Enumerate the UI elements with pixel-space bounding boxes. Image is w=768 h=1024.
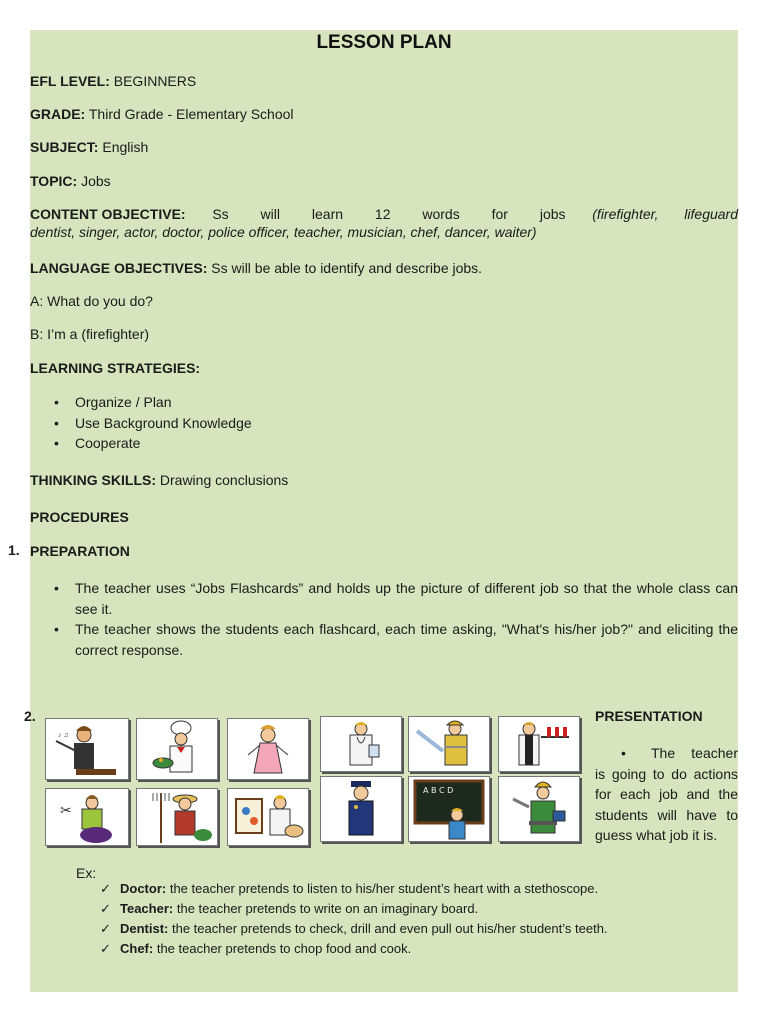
list-item: • Cooperate bbox=[30, 433, 530, 454]
topic-value: Jobs bbox=[77, 173, 111, 189]
language-objectives-value: Ss will be able to identify and describe jobs. bbox=[207, 260, 483, 276]
grade-label: GRADE: bbox=[30, 106, 86, 122]
board-letters: A B C D bbox=[423, 786, 454, 795]
dialogue-b: B: I’m a (firefighter) bbox=[30, 326, 150, 342]
content-objective-list-2: dentist, singer, actor, doctor, police officer, teacher, musician, chef, dancer, waiter) bbox=[30, 224, 537, 240]
language-objectives-line bbox=[30, 259, 482, 277]
list-item: • The teacher shows the students each flashcard, each time asking, "What's his/her job?" and eliciting the correct response. bbox=[30, 619, 738, 660]
list-item bbox=[98, 899, 738, 919]
preparation-number: 1. bbox=[8, 542, 20, 558]
efl-level-line bbox=[30, 72, 196, 90]
example-job: Chef: bbox=[120, 941, 154, 956]
svg-text:✂: ✂ bbox=[60, 802, 72, 818]
presentation-text: • The teacher is going to do actions for each job and the students will have to guess what job it is. bbox=[595, 745, 738, 843]
presentation-heading: PRESENTATION bbox=[595, 708, 703, 724]
list-item bbox=[98, 939, 738, 959]
subject-line bbox=[30, 138, 148, 156]
svg-text:♪ ♫: ♪ ♫ bbox=[58, 732, 69, 739]
list-item bbox=[98, 919, 738, 939]
painter-card bbox=[227, 788, 309, 846]
page-title: LESSON PLAN bbox=[316, 32, 452, 53]
firefighter-card bbox=[408, 716, 490, 772]
procedures-heading: PROCEDURES bbox=[30, 509, 129, 525]
dancer-card bbox=[227, 718, 309, 780]
content-objective-text: Ss will learn 12 words for jobs bbox=[212, 206, 566, 222]
grade-value: Third Grade - Elementary School bbox=[85, 106, 294, 122]
presentation-body: The teacher is going to do actions for each job and the students will have to guess what job it is. bbox=[595, 745, 738, 843]
examples-label: Ex: bbox=[76, 865, 97, 881]
efl-level-value: BEGINNERS bbox=[109, 73, 197, 89]
example-text: the teacher pretends to chop food and cook. bbox=[153, 941, 412, 956]
list-item: • The teacher uses “Jobs Flashcards” and holds up the picture of different job so that the whole class can see it. bbox=[30, 578, 738, 619]
content-objective-line1 bbox=[30, 205, 738, 223]
content-objective-list-1: (firefighter, lifeguard bbox=[592, 206, 738, 222]
learning-strategies-list bbox=[30, 392, 530, 454]
example-job: Dentist: bbox=[120, 921, 169, 936]
list-item: • Use Background Knowledge bbox=[30, 413, 530, 434]
dialogue-a: A: What do you do? bbox=[30, 293, 153, 309]
example-job: Teacher: bbox=[120, 901, 174, 916]
examples-list bbox=[98, 879, 738, 959]
waiter-card bbox=[498, 716, 580, 772]
learning-strategies-label: LEARNING STRATEGIES: bbox=[30, 360, 201, 376]
list-item bbox=[98, 879, 738, 899]
example-text: the teacher pretends to check, drill and even pull out his/her student’s teeth. bbox=[168, 921, 608, 936]
hairdresser-card bbox=[45, 788, 129, 846]
grade-line bbox=[30, 105, 294, 123]
thinking-skills-value: Drawing conclusions bbox=[156, 472, 289, 488]
example-text: the teacher pretends to listen to his/her student’s heart with a stethoscope. bbox=[166, 881, 599, 896]
language-objectives-label: LANGUAGE OBJECTIVES: bbox=[30, 260, 208, 276]
subject-value: English bbox=[98, 139, 149, 155]
subject-label: SUBJECT: bbox=[30, 139, 99, 155]
list-item: • Organize / Plan bbox=[30, 392, 530, 413]
topic-line bbox=[30, 172, 111, 190]
thinking-skills-label: THINKING SKILLS: bbox=[30, 472, 156, 488]
preparation-heading: PREPARATION bbox=[30, 543, 130, 559]
efl-level-label: EFL LEVEL: bbox=[30, 73, 110, 89]
example-job: Doctor: bbox=[120, 881, 167, 896]
preparation-list bbox=[30, 578, 738, 660]
chef-card bbox=[136, 718, 218, 780]
mechanic-card bbox=[498, 776, 580, 842]
lesson-plan-sheet bbox=[30, 30, 738, 992]
farmer-card bbox=[136, 788, 218, 846]
teacher-card bbox=[408, 776, 490, 842]
doctor-card bbox=[320, 716, 402, 772]
example-text: the teacher pretends to write on an imaginary board. bbox=[173, 901, 479, 916]
thinking-skills-line bbox=[30, 471, 288, 489]
topic-label: TOPIC: bbox=[30, 173, 78, 189]
musician-card bbox=[45, 718, 129, 780]
police-officer-card bbox=[320, 776, 402, 842]
content-objective-label: CONTENT OBJECTIVE: bbox=[30, 206, 186, 222]
presentation-number: 2. bbox=[24, 708, 36, 724]
